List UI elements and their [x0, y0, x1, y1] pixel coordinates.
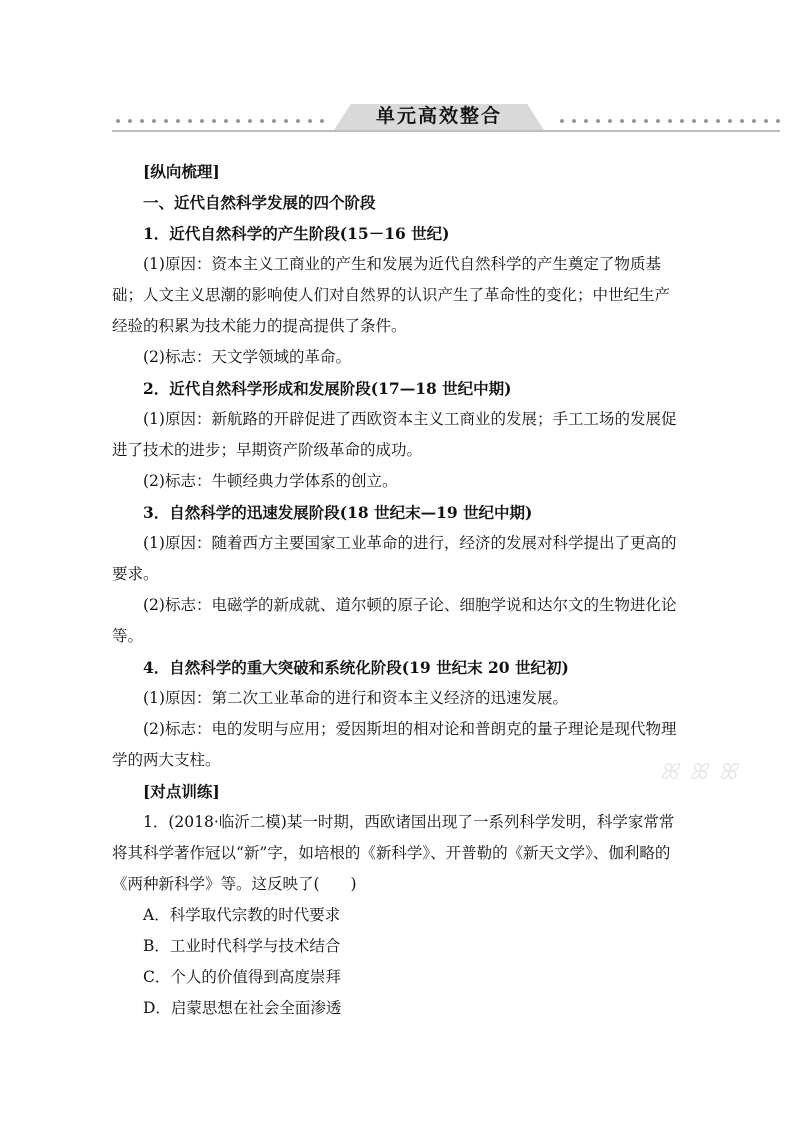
banner-dots-right [560, 118, 780, 124]
option-a: A．科学取代宗教的时代要求 [143, 906, 341, 924]
option-d: D．启蒙思想在社会全面渗透 [143, 999, 342, 1017]
stage-title: 3．自然科学的迅速发展阶段(18 世纪末—19 世纪中期) [143, 503, 533, 522]
page-title: 单元高效整合 [375, 105, 502, 127]
watermark: ꕤ ꕤ ꕤ [660, 760, 739, 785]
stage-sign: (2)标志：天文学领域的革命。 [143, 348, 351, 366]
banner-rule [112, 130, 780, 132]
question-text: 1．(2018·临沂二模)某一时期，西欧诸国出现了一系列科学发明，科学家常常将其科学著作冠以“新”字，如培根的《新科学》、开普勒的《新天文学》、伽利略的《两种新科学》等。这反映了( ) [112, 813, 675, 893]
section-heading: 一、近代自然科学发展的四个阶段 [143, 193, 376, 212]
section-label: [纵向梳理] [143, 162, 220, 181]
banner-dots-left [116, 118, 324, 124]
section-banner [112, 102, 780, 132]
practice-label: [对点训练] [143, 782, 220, 801]
stage-reason: (1)原因：随着西方主要国家工业革命的进行，经济的发展对科学提出了更高的要求。 [112, 534, 677, 583]
stage-title: 2．近代自然科学形成和发展阶段(17—18 世纪中期) [143, 379, 512, 398]
stage-reason: (1)原因：资本主义工商业的产生和发展为近代自然科学的产生奠定了物质基础；人文主义思潮的影响使人们对自然界的认识产生了革命性的变化；中世纪生产经验的积累为技术能力的提高提供了条件。 [112, 255, 671, 335]
document-body [112, 156, 684, 1024]
stage-sign: (2)标志：电磁学的新成就、道尔顿的原子论、细胞学说和达尔文的生物进化论等。 [112, 596, 677, 645]
option-c: C．个人的价值得到高度崇拜 [143, 968, 341, 986]
stage-reason: (1)原因：新航路的开辟促进了西欧资本主义工商业的发展；手工工场的发展促进了技术的进步；早期资产阶级革命的成功。 [112, 410, 677, 459]
stage-title: 4．自然科学的重大突破和系统化阶段(19 世纪末 20 世纪初) [143, 658, 569, 677]
stage-reason: (1)原因：第二次工业革命的进行和资本主义经济的迅速发展。 [143, 689, 568, 707]
stage-sign: (2)标志：牛顿经典力学体系的创立。 [143, 472, 398, 490]
stage-sign: (2)标志：电的发明与应用；爱因斯坦的相对论和普朗克的量子理论是现代物理学的两大支柱。 [112, 720, 677, 769]
stage-title: 1．近代自然科学的产生阶段(15－16 世纪) [143, 224, 450, 243]
option-b: B．工业时代科学与技术结合 [143, 937, 341, 955]
